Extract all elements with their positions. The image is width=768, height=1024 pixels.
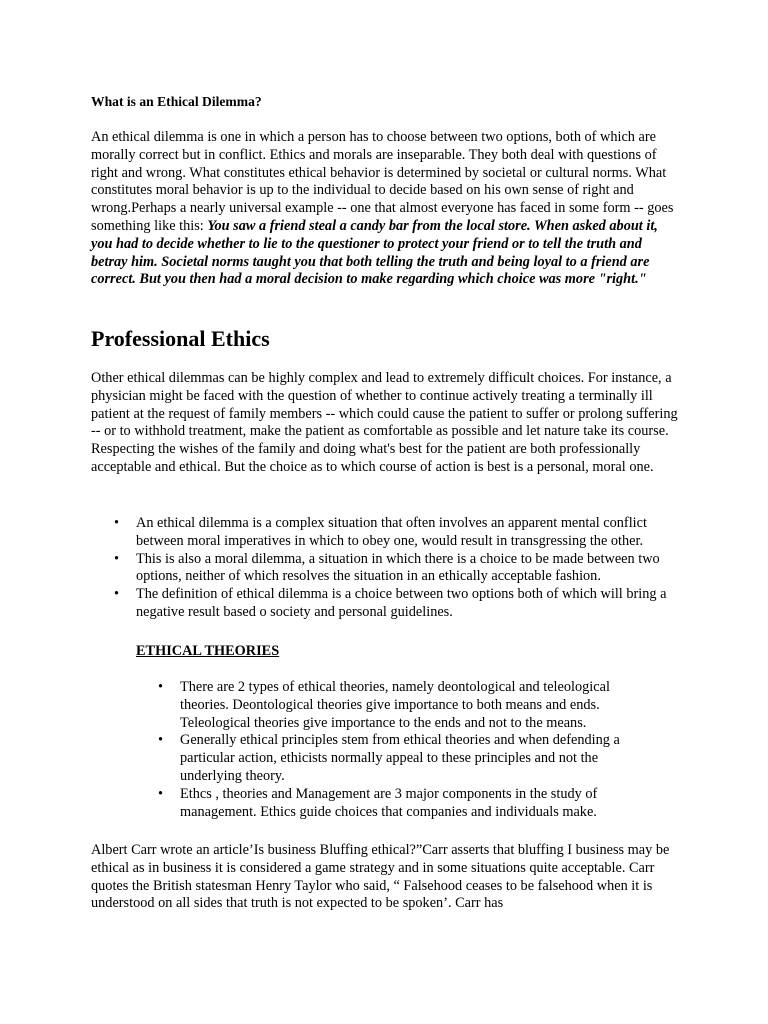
albert-carr-paragraph: Albert Carr wrote an article’Is business Bluffing ethical?”Carr asserts that bluffing I business may be ethical as in business it is considered a game strategy and in some situations quite acceptable. Carr quotes the British statesman Henry Taylor who said, “ Falsehood ceases to be falsehood when it is understood on all sides that truth is not expected to be spoken’. Carr has	[91, 842, 670, 912]
list-item-text: There are 2 types of ethical theories, namely deontological and teleological theories. Deontological theories give importance to both means and ends. Teleological theories give importance to the ends and not to the means.	[180, 679, 610, 731]
intro-text: An ethical dilemma is one in which a person has to choose between two options, both of which are morally correct but in conflict. Ethics and morals are inseparable. They both deal with questions of right and wrong. What constitutes ethical behavior is determined by societal or cultural norms. What constitutes moral behavior is up to the individual to decide based on his own sense of right and wrong.Perhaps a nearly universal example -- one that almost everyone has faced in some form -- goes something like this:	[91, 129, 674, 234]
list-item	[158, 679, 658, 732]
list-item	[114, 586, 684, 622]
list-item-text: Ethcs , theories and Management are 3 major components in the study of management. Ethics guide choices that companies and individuals make.	[180, 785, 598, 820]
heading-ethical-theories: ETHICAL THEORIES	[136, 643, 280, 659]
list-item	[114, 515, 684, 551]
bullet-icon: •	[158, 732, 164, 749]
bullet-icon: •	[114, 515, 120, 531]
list-item-text: An ethical dilemma is a complex situation that often involves an apparent mental conflict between moral imperatives in which to obey one, would result in transgressing the other.	[136, 515, 647, 549]
list-item	[114, 551, 684, 587]
theories-bullet-list	[158, 679, 658, 821]
heading-professional-ethics: Professional Ethics	[91, 326, 270, 351]
professional-ethics-paragraph: Other ethical dilemmas can be highly complex and lead to extremely difficult choices. For instance, a physician might be faced with the question of whether to continue actively treating a terminally ill patient at the request of family members -- which could cause the patient to suffer or prolong suffering -- or to withhold treatment, make the patient as comfortable as possible and let nature take its course. Respecting the wishes of the family and doing what's best for the patient are both professionally acceptable and ethical. But the choice as to which course of action is best is a personal, moral one.	[91, 370, 678, 475]
bullet-icon: •	[114, 550, 120, 567]
bullet-icon: •	[158, 785, 164, 802]
bullet-icon: •	[158, 679, 164, 695]
bullet-icon: •	[114, 586, 120, 603]
list-item	[158, 732, 658, 785]
dilemma-bullet-list	[114, 515, 684, 622]
intro-paragraph	[91, 129, 681, 289]
section-heading-ethical-dilemma: What is an Ethical Dilemma?	[91, 94, 262, 109]
list-item-text: The definition of ethical dilemma is a choice between two options both of which will bring a negative result based o society and personal guidelines.	[136, 586, 667, 620]
list-item	[158, 786, 658, 822]
list-item-text: Generally ethical principles stem from ethical theories and when defending a particular action, ethicists normally appeal to these principles and not the underlying theory.	[180, 732, 620, 784]
intro-example-emphasis: You saw a friend steal a candy bar from the local store. When asked about it, you had to decide whether to lie to the questioner to protect your friend or to tell the truth and betray him. Societal norms taught you that both telling the truth and being loyal to a friend are correct. But you then had a moral decision to make regarding which choice was more "right."	[91, 217, 658, 288]
list-item-text: This is also a moral dilemma, a situation in which there is a choice to be made between two options, neither of which resolves the situation in an ethically acceptable fashion.	[136, 550, 660, 585]
